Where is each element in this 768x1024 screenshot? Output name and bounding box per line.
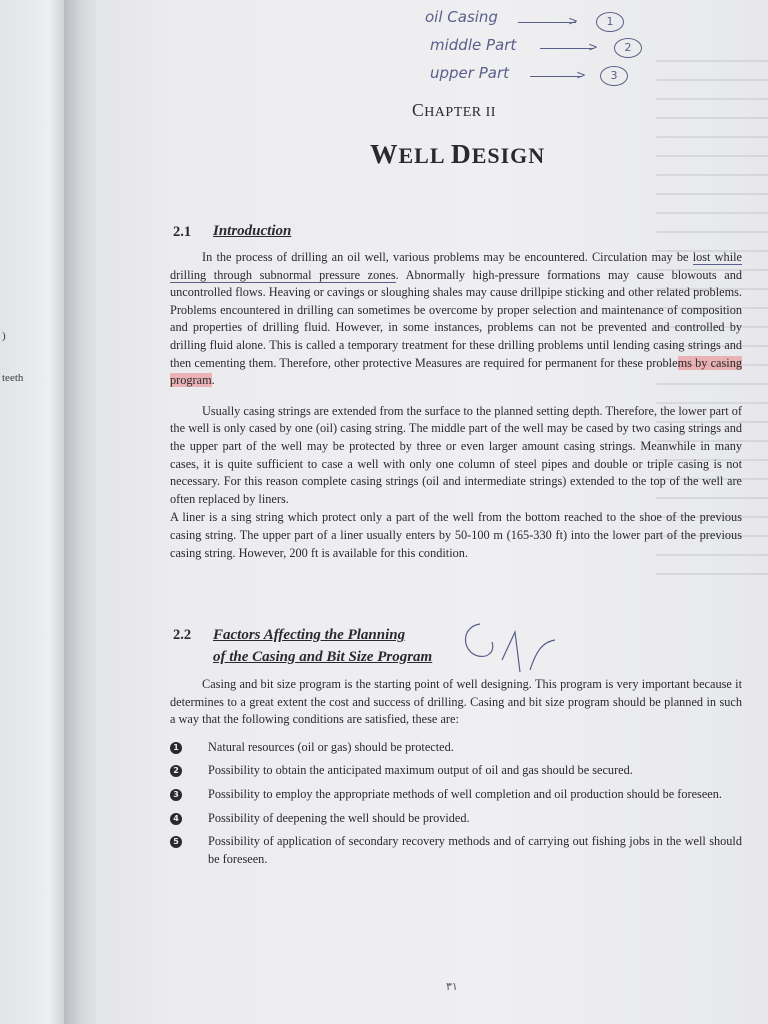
- highlighted-text: ms by casing program: [170, 355, 742, 388]
- list-item-text: Possibility of application of secondary recovery methods and of carrying out fishing jobs in the well should be foreseen.: [208, 834, 742, 866]
- handwritten-note-middle-part: middle Part: [430, 36, 517, 54]
- numbered-bullet-icon: 3: [170, 789, 182, 801]
- conditions-list: [170, 739, 742, 869]
- section-body: [170, 676, 742, 874]
- arrow-head-icon: >: [588, 40, 599, 54]
- page-title: WELL DESIGN: [370, 138, 546, 169]
- list-item-text: Possibility of deepening the well should be provided.: [208, 810, 470, 825]
- list-item-text: Possibility to obtain the anticipated maximum output of oil and gas should be secured.: [208, 763, 633, 778]
- section-body: [170, 249, 742, 562]
- section-heading: Factors Affecting the Planning: [213, 627, 406, 643]
- handwritten-note-upper-part: upper Part: [430, 64, 509, 82]
- list-item: [170, 762, 742, 780]
- section-heading: Introduction: [213, 223, 292, 239]
- handwritten-note-oil-casing: oil Casing: [425, 8, 498, 26]
- list-item: [170, 739, 742, 757]
- list-item-text: Possibility to employ the appropriate methods of well completion and oil production should be foreseen.: [208, 786, 722, 801]
- page-number: ٣١: [446, 981, 458, 993]
- handwritten-scribble: [440, 612, 570, 682]
- left-page-edge: [0, 0, 70, 1024]
- numbered-bullet-icon: 2: [170, 765, 182, 777]
- numbered-bullet-icon: 4: [170, 813, 182, 825]
- handwritten-circled-number: 3: [600, 66, 628, 86]
- list-item: [170, 810, 742, 828]
- arrow-head-icon: >: [576, 68, 587, 82]
- list-item: [170, 786, 742, 804]
- paragraph: A liner is a sing string which protect only a part of the well from the bottom reached to the shoe of the previous casing string. The upper part of a liner usually enters by 50-100 m (165-330 ft) into the lower part of the previous casing string. However, 200 ft is available for this condition.: [170, 510, 742, 560]
- numbered-bullet-icon: 5: [170, 836, 182, 848]
- chapter-label: CHAPTER II: [412, 100, 496, 120]
- section-heading-continued: of the Casing and Bit Size Program: [213, 649, 433, 665]
- numbered-bullet-icon: 1: [170, 742, 182, 754]
- list-item-text: Natural resources (oil or gas) should be protected.: [208, 739, 454, 754]
- underlined-text: lost while drilling through subnormal pressure zones: [170, 250, 742, 282]
- section-number: 2.1: [173, 224, 192, 240]
- paragraph: Usually casing strings are extended from the surface to the planned setting depth. Therefore, the lower part of the well is only cased by one (oil) casing string. The middle part of the well may be cased by two casing strings and the upper part of the well may be protected by three or even larger amount casing strings. Meanwhile in many cases, it is quite sufficient to case a well with only one column of steel pipes and double or triple casing is not necessary. For this reason complete casing strings (oil and intermediate strings) extended to the top of the well are often replaced by liners.: [170, 403, 742, 506]
- left-margin-paren: ): [2, 330, 6, 342]
- list-item: [170, 833, 742, 868]
- handwritten-arrow: [530, 76, 582, 77]
- handwritten-circled-number: 1: [596, 12, 624, 32]
- paragraph: In the process of drilling an oil well, various problems may be encountered. Circulation may be lost while drilling through subnormal pressure zones. Abnormally high-pressure formations may cause blowouts and uncontrolled flows. Heaving or cavings or sloughing shales may cause drillpipe sticking and other related problems. Problems encountered in drilling can sometimes be overcome by proper selection and maintenance of composition and properties of drilling fluid. However, in some instances, problems can not be prevented and controlled by drilling fluid alone. This is called a temporary treatment for these drilling problems until lending casing strings and then cementing them. Therefore, other protective Measures are required for permanent for these problems by casing program.: [170, 250, 742, 388]
- arrow-head-icon: >: [568, 14, 579, 28]
- handwritten-circled-number: 2: [614, 38, 642, 58]
- paragraph: Casing and bit size program is the starting point of well designing. This program is very important because it determines to a great extent the cost and success of drilling. Casing and bit size program should be planned in such a way that the following conditions are satisfied, these are:: [170, 677, 742, 727]
- handwritten-arrow: [540, 48, 594, 49]
- section-number: 2.2: [173, 627, 192, 643]
- left-margin-word: teeth: [2, 372, 24, 384]
